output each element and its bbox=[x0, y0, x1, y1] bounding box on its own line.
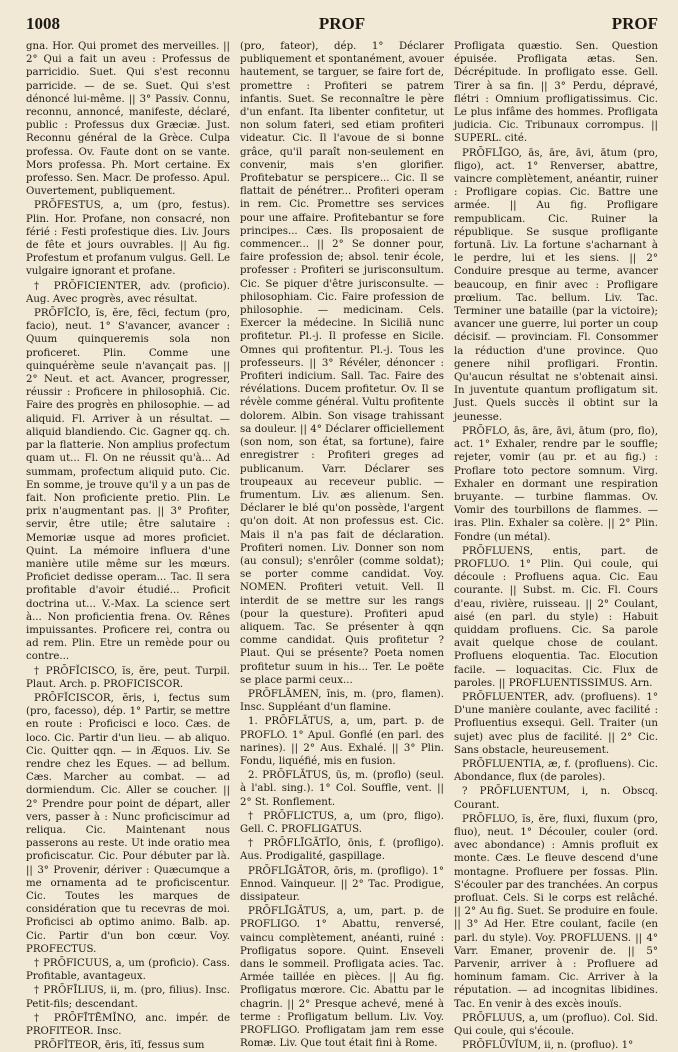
dictionary-entry: † PRŌFICIENTER, adv. (proficio). Aug. Avec progrès, avec résultat. bbox=[26, 280, 230, 305]
running-header bbox=[26, 14, 658, 36]
dictionary-entry: PRŌFLĀMEN, ĭnis, m. (pro, flamen). Insc. Suppléant d'un flamine. bbox=[240, 688, 444, 714]
dictionary-entry: PRŌFLŪVĬUM, ii, n. (profluo). 1° bbox=[462, 1040, 634, 1052]
dictionary-entry: PRŌFLĪGĀTOR, ōris, m. (profligo). 1° Ennod. Vainqueur. || 2° Tac. Prodigue, dissipateur. bbox=[240, 865, 444, 903]
dictionary-entry: † PRŌFICUUS, a, um (proficio). Cass. Profitable, avantageux. bbox=[26, 958, 230, 983]
dictionary-entry: † PRŌFĪTĒMĬNO, anc. impér. de PROFITEOR. Insc. bbox=[26, 1012, 230, 1038]
dictionary-entry: PRŌFĬTEOR, ēris, ĭtī, fessus sum bbox=[34, 1040, 205, 1052]
column-left bbox=[26, 40, 230, 1052]
dictionary-entry: † PRŌFĬCISCO, ĭs, ĕre, peut. Turpil. Plaut. Arch. p. PROFICISCOR. bbox=[26, 665, 230, 690]
dictionary-entry: PRŌFESTUS, a, um (pro, festus). Plin. Hor. Profane, non consacré, non férié : Festi profestique dies. Liv. Jours de fête et jours ouvrables. || Au fig. Profestum et profanum vulgus. Gell. Le vulgaire ignorant et profane. bbox=[26, 200, 230, 278]
dictionary-entry: † PRŌFĪLIUS, ii, m. (pro, filius). Insc. Petit-fils; descendant. bbox=[26, 985, 230, 1010]
dictionary-entry: PRŌFĬCISCOR, ĕris, i, fectus sum (pro, facesso), dép. 1° Partir, se mettre en route : Proficisci e loco. Cæs. de loco. Cic. Partir d'un lieu. — ab aliquo. Cic. Quitter qqn. — in Æquos. Liv. Se rendre chez les Eques. — ad bellum. Cæs. Marcher au combat. — ad dormiendum. Cic. Aller se coucher. || 2° Prendre pour point de départ, aller vers, passer à : Nunc proficiscimur ad reliqua. Cic. Maintenant nous passerons au reste. Ut inde oratio mea proficiscatur. Cic. Pour débuter par là. || 3° Provenir, dériver : Quæcumque a me ornamenta ad te proficiscentur. Cic. Toutes les marques de considération que tu recevras de moi. Proficisci ab optimo animo. Balb. ap. Cic. Partir d'un bon cœur. Voy. PROFECTUS. bbox=[26, 692, 230, 955]
dictionary-entry: PRŌFLUO, ĭs, ĕre, fluxi, fluxum (pro, fluo), neut. 1° Découler, couler (ord. avec abondance) : Amnis profluit ex monte. Cæs. Le fleuve descend d'une montagne. Profluere per fossas. Plin. S'écouler par des tranchées. An corpus profluat. Cels. Si le corps est relâché. || 2° Au fig. Suet. Se produire en foule. || 3° Ad Her. Etre coulant, facile (en parl. du style). Voy. PROFLUENS. || 4° Varr. Emaner, provenir de. || 5° Parvenir, arriver à : Profluere ad hominum famam. Cic. Arriver à la réputation. — ad incognitas libidines. Tac. En venir à des excès inouïs. bbox=[454, 813, 658, 1010]
dictionary-entry: PRŌFLĪGĀTUS, a, um, part. p. de PROFLIGO. 1° Abattu, renversé, vaincu complètement, anéanti, ruiné : Profligatus sopore. Quint. Enseveli dans le sommeil. Profligata acies. Tac. Armée taillée en pièces. || Au fig. Profligatus mœrore. Cic. Abattu par le chagrin. || 2° Presque achevé, mené à terme : Profligatum bellum. Liv. Voy. PROFLIGO. Profligatam jam rem esse Romæ. Liv. Que tout était fini à Rome. bbox=[240, 906, 444, 1050]
dictionary-entry: gna. Hor. Qui promet des merveilles. || 2° Qui a fait un aveu : Professus de parricidio. Suet. Qui s'est reconnu parricide. — de se. Suet. Qui s'est dénoncé lui-même. || 3° Passiv. Connu, reconnu, annoncé, manifeste, déclaré, public : Professus dux Græciæ. Just. Reconnu général de la Grèce. Culpa professa. Ov. Faute dont on se vante. Mors professa. Ph. Mort certaine. Ex professo. Sen. Macr. De professo. Apul. Ouvertement, publiquement. bbox=[26, 41, 230, 198]
dictionary-entry: PRŌFLUENS, entis, part. de PROFLUO. 1° Plin. Qui coule, qui découle : Profluens aqua. Cic. Eau courante. || Subst. m. Cic. Fl. Cours d'eau, rivière, ruisseau. || 2° Coulant, aisé (en parl. du style) : Habuit quiddam profluens. Cic. Sa parole avait quelque chose de coulant. Profluens eloquentia. Tac. Elocution facile. — loquacitas. Cic. Flux de paroles. || PROFLUENTISSIMUS. Arn. bbox=[454, 545, 658, 689]
column-middle bbox=[240, 40, 444, 1050]
column-right bbox=[454, 40, 658, 1052]
dictionary-entry: 2. PRŌFLĀTUS, ūs, m. (proflo) (seul. à l'abl. sing.). 1° Col. Souffle, vent. || 2° St. Ronflement. bbox=[240, 770, 444, 808]
dictionary-entry: (pro, fateor), dép. 1° Déclarer publiquement et spontanément, avouer hautement, se targuer, se faire fort de, promettre : Profiteri se patrem infantis. Suet. Se reconnaître le père d'un enfant. Ita libenter confitetur, ut non solum fateri, sed etiam profiteri videatur. Cic. Il l'avoue de si bonne grâce, qu'il paraît non-seulement en convenir, mais s'en glorifier. Profitebatur se perspicere... Cic. Il se flattait de pénétrer... Profiteri operam in rem. Cic. Promettre ses services pour une affaire. Profitebantur se fore principes... Cæs. Ils proposaient de commencer... || 2° Se donner pour, faire profession de; absol. tenir école, professer : Profiteri se jurisconsultum. Cic. Se piquer d'être jurisconsulte. — philosophiam. Cic. Faire profession de philosophie. — medicinam. Cels. Exercer la médecine. In Siciliā nunc profitetur. Pl.-j. Il professe en Sicile. Omnes qui profitentur. Pl.-j. Tous les professeurs. || 3° Révéler, dénoncer : Profiteri indicium. Sall. Tac. Faire des révélations. Ducem profitetur. Ov. Il se révèle comme général. Vultu profitente dolorem. Albin. Son visage trahissant sa douleur. || 4° Déclarer officiellement (son nom, son état, sa fortune), faire enregistrer : Profiteri greges ad publicanum. Varr. Déclarer ses troupeaux au receveur public. — frumentum. Liv. æs alienum. Sen. Déclarer le blé qu'on possède, l'argent qu'on doit. At non professus est. Cic. Mais il n'a pas fait de déclaration. Profiteri nomen. Liv. Donner son nom (au consul); s'enrôler (comme soldat); se porter comme candidat. Voy. NOMEN. Profiteri vetuit. Vell. Il interdit de se mettre sur les rangs (pour la questure). Profiteri apud aliquem. Tac. Se présenter à qqn comme candidat. Quis profitetur ? Plaut. Qui se présente? Poeta nomen profitetur suum in his... Ter. Le poëte se place parmi ceux... bbox=[240, 41, 444, 686]
dictionary-entry: PRŌFLĪGO, ās, āre, āvi, ātum (pro, fligo), act. 1° Renverser, abattre, vaincre complètement, anéantir, ruiner : Profligare copias. Cic. Battre une armée. || Au fig. Profligare rempublicam. Cic. Ruiner la république. Se susque profligante fortunā. Liv. La fortune s'acharnant à le perdre, lui et les siens. || 2° Conduire presque au terme, avancer beaucoup, en finir avec : Profligare prœlium. Tac. bellum. Liv. Tac. Terminer une bataille (par la victoire); avancer une guerre, lui porter un coup décisif. — provinciam. Fl. Consommer la réduction d'une province. Quo genere nihil profligari. Frontin. Qu'aucun résultat ne s'obtenait ainsi. In juventute quantum profligatum sit. Just. Quels succès il obtint sur la jeunesse. bbox=[454, 147, 658, 423]
dictionary-entry: † PRŌFLICTUS, a, um (pro, fligo). Gell. C. PROFLIGATUS. bbox=[240, 810, 444, 835]
dictionary-entry: Profligata quæstio. Sen. Question épuisée. Profligata ætas. Sen. Décrépitude. In profligato esse. Gell. Tirer à sa fin. || 3° Perdu, dépravé, flétri : Omnium profligatissimus. Cic. Le plus infâme des hommes. Profligata judicia. Cic. Tribunaux corrompus. || SUPERL. cité. bbox=[454, 41, 658, 145]
dictionary-entry: PRŌFLUUS, a, um (profluo). Col. Sid. Qui coule, qui s'écoule. bbox=[454, 1012, 658, 1038]
dictionary-entry: PRŌFĬCĬO, ĭs, ĕre, fēci, fectum (pro, facio), neut. 1° S'avancer, avancer : Quum quinqueremis sola non proficeret. Plin. Comme une quinquérème seule n'avançait pas. || 2° Neut. et act. Avancer, progresser, réussir : Proficere in philosophiā. Cic. Faire des progrès en philosophie. — ad aliquid. Fl. Arriver à un résultat. — aliquid blandiendo. Cic. Gagner qq. ch. par la flatterie. Non amplius profectum quam ut... Fl. On ne réussit qu'à... Ad summam, profectum aliquid puto. Cic. En somme, je trouve qu'il y a un pas de fait. Non proficiente pretio. Plin. Le prix n'augmentant pas. || 3° Profiter, servir, être utile; être salutaire : Memoriæ usque ad mores proficiet. Quint. La mémoire influera d'une manière utile même sur les mœurs. Proficiet dedisse operam... Tac. Il sera profitable d'avoir étudié... Proficit doctrina ut... V.-Max. La science sert à... Non proficientia frena. Ov. Rênes impuissantes. Proficere rei, contra ou ad rem. Plin. Etre un remède pour ou contre... bbox=[26, 308, 230, 663]
dictionary-entry: † PRŌFLĪGĀTĬO, ōnis, f. (profligo). Aus. Prodigalité, gaspillage. bbox=[240, 838, 444, 863]
dictionary-entry: PRŌFLUENTER, adv. (profluens). 1° D'une manière coulante, avec facilité : Profluentius exsequi. Gell. Traiter (un sujet) avec plus de facilité. || 2° Cic. Sans obstacle, heureusement. bbox=[454, 691, 658, 756]
header-center-word: PROF bbox=[318, 14, 366, 33]
header-right-word: PROF bbox=[611, 14, 659, 33]
dictionary-entry: PRŌFLO, ās, āre, āvi, ātum (pro, flo), act. 1° Exhaler, rendre par le souffle; rejeter, vomir (au pr. et au fig.) : Proflare toto pectore somnum. Virg. Exhaler en dormant une respiration bruyante. — turbine flammas. Ov. Vomir des tourbillons de flammes. — iras. Plin. Exhaler sa colère. || 2° Plin. Fondre (un métal). bbox=[454, 425, 658, 543]
page-number: 1008 bbox=[26, 14, 60, 33]
text-columns bbox=[26, 40, 658, 1052]
dictionary-entry: 1. PRŌFLĀTUS, a, um, part. p. de PROFLO. 1° Apul. Gonflé (en parl. des narines). || 2° Aus. Exhalé. || 3° Plin. Fondu, liquéfié, mis en fusion. bbox=[240, 716, 444, 767]
dictionary-entry: ? PRŌFLUENTUM, i, n. Obscq. Courant. bbox=[454, 786, 658, 811]
dictionary-entry: PRŌFLUENTIA, æ, f. (profluens). Cic. Abondance, flux (de paroles). bbox=[454, 758, 658, 784]
